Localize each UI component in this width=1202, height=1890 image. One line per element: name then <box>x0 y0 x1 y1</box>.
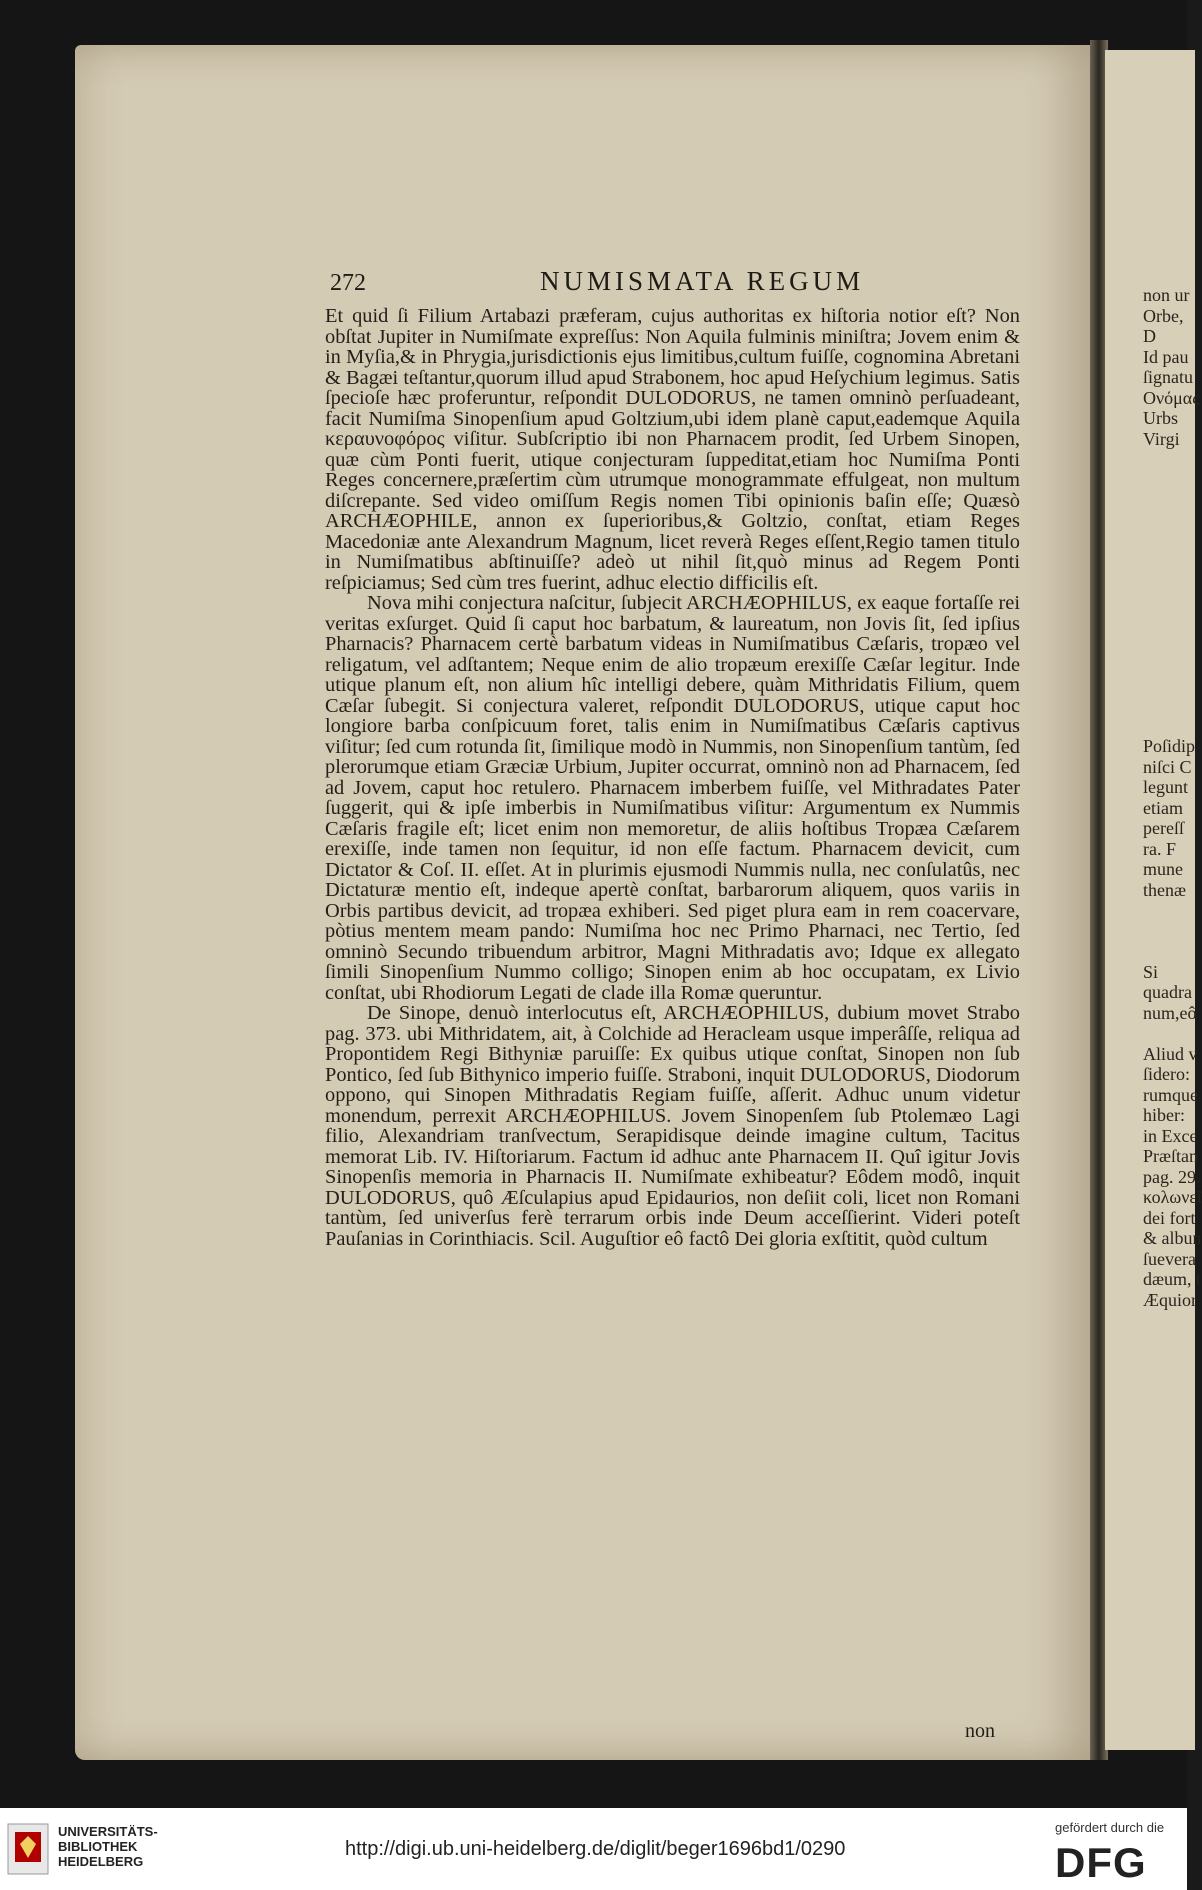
university-line-3: HEIDELBERG <box>58 1854 144 1869</box>
facing-page-text <box>1143 285 1202 1310</box>
facing-page-line: Æquior <box>1143 1289 1197 1310</box>
university-line-1: UNIVERSITÄTS- <box>58 1824 158 1839</box>
facing-page-line: Ονόμας <box>1143 387 1200 408</box>
facing-page-line: pereſſ <box>1143 818 1184 838</box>
catchword: non <box>965 1720 995 1742</box>
facing-page-line: pag. 29. <box>1143 1166 1201 1187</box>
university-seal-icon <box>6 1822 50 1876</box>
facing-page-line <box>1143 511 1187 532</box>
paragraph: De Sinope, denuò interlocutus eſt, ARCHÆOPHILUS, dubium movet Strabo pag. 373. ubi Mithridatem, ait, à Colchide ad Heracleam usque imperâſſe, reliqua ad Propontidem Regi Bithyniæ paruiſſe: Ex quibus utique conſtat, Sinopen non ſub Pontico, ſed ſub Bithynico imperio fuiſſe. Straboni, inquit DULODORUS, Diodorum oppono, qui Sinopen Mithradatis Regiam fuiſſe, aſſerit. Adhuc unum videtur monendum, perrexit ARCHÆOPHILUS. Jovem Sinopenſem ſub Ptolemæo Lagi filio, Alexandriam tranſvectum, Serapidisque deinde imagine cultum, Tacitus memorat Lib. IV. Hiſtoriarum. Factum id adhuc ante Pharnacem II. Quî igitur Jovis Sinopenſis memoria in Pharnacis II. Numiſmate exhibeatur? Eôdem modô, inquit DULODORUS, quô Æſculapius apud Epidaurios, non deſiit coli, licet non Romani tantùm, ſed univerſus ferè terrarum orbis inde Deum acceſſierint. Videri poteſt Pauſanias in Corinthiacis. Scil. Auguſtior eô factô Dei gloria exſtitit, quòd cultum <box>325 1002 1020 1250</box>
facing-page-line <box>1143 490 1187 511</box>
facing-page-line: etiam <box>1143 797 1183 818</box>
facing-page-line: ſignatu <box>1143 367 1193 387</box>
facing-page-line: rumque <box>1143 1084 1198 1105</box>
facing-page-line: ſuevera <box>1143 1248 1196 1269</box>
facing-page-line: non ur <box>1143 285 1190 305</box>
university-line-2: BIBLIOTHEK <box>58 1839 138 1854</box>
facing-page-line <box>1143 1023 1187 1044</box>
paragraph: Et quid ſi Filium Artabazi præferam, cujus authoritas ex hiſtoria notior eſt? Non obſtat Jupiter in Numiſmate expreſſus: Non Aquila fulminis miniſtra; Jovem enim & in Myſia,& in Phrygia,jurisdictionis ejus limitibus,cultum fuiſſe, cognomina Abretani & Bagæi teſtantur,quorum illud apud Strabonem, hoc apud Heſychium legimus. Satis ſpecioſe hæc proferuntur, reſpondit DULODORUS, ne tamen omninò perſuadeant, facit Numiſma Sinopenſium apud Goltzium,ubi idem planè caput,eademque Aquila κεραυνοφόρος viſitur. Subſcriptio ibi non Pharnacem prodit, ſed Urbem Sinopen, quæ cùm Ponti fuerit, utique conjecturam ſuppeditat,etiam hoc Numiſma Ponti Reges concernere,præſertim cùm utrumque monogrammate effulgeat, non multum diſcrepante. Sed video omiſſum Regis nomen Tibi opinionis baſin eſſe; Quæsò ARCHÆOPHILE, annon ex ſuperioribus,& Goltzio, conſtat, etiam Reges Macedoniæ ante Alexandrum Magnum, licet reverà Reges eſſent,Regio tamen titulo in Numiſmatibus abſtinuiſſe? adeò ut nihil ſit,quò minus ad Regem Ponti reſpiciamus; Sed cùm tres fuerint, adhuc electio difficilis eſt. <box>325 305 1020 594</box>
viewer-footer <box>0 1808 1187 1890</box>
facing-page-line <box>1143 593 1187 614</box>
facing-page-line <box>1143 654 1187 675</box>
facing-page-line <box>1143 716 1187 737</box>
dfg-logo: DFG <box>1055 1839 1147 1886</box>
facing-page-line: hiber: <box>1143 1105 1185 1125</box>
page-header <box>330 266 1020 304</box>
facing-page-line <box>1143 613 1187 634</box>
facing-page-line <box>1143 572 1187 593</box>
facing-page-line: dei fort <box>1143 1207 1196 1228</box>
facing-page-line: Aliud v <box>1143 1043 1198 1064</box>
university-name <box>58 1824 158 1869</box>
facing-page-line <box>1143 449 1187 470</box>
facing-page-line: ſidero: <box>1143 1064 1190 1084</box>
page-number: 272 <box>330 270 366 296</box>
facing-page-line: Urbs <box>1143 408 1178 428</box>
facing-page-line: Si <box>1143 961 1159 982</box>
facing-page-line: Poſidip <box>1143 736 1196 756</box>
facing-page-line: num,eô <box>1143 1002 1197 1023</box>
facing-page-line: thenæ <box>1143 879 1186 900</box>
facing-page-line: Præſtan <box>1143 1146 1199 1166</box>
facing-page-line: ra. F <box>1143 838 1176 859</box>
facing-page-line: in Exce <box>1143 1125 1198 1146</box>
facing-page-line: Virgi <box>1143 428 1180 449</box>
facing-page-line: Orbe, <box>1143 305 1184 326</box>
facing-page-line: niſci C <box>1143 756 1192 777</box>
facing-page-line <box>1143 921 1187 942</box>
facing-page-line <box>1143 695 1187 716</box>
facing-page-line: D <box>1143 326 1156 346</box>
facing-page-line: legunt <box>1143 777 1188 797</box>
facing-page-line <box>1143 675 1187 696</box>
body-text <box>325 306 1020 1249</box>
permalink[interactable]: http://digi.ub.uni-heidelberg.de/diglit/beger1696bd1/0290 <box>345 1838 846 1860</box>
facing-page-line: & albun <box>1143 1228 1202 1248</box>
facing-page-line: quadra <box>1143 982 1192 1002</box>
facing-page-line <box>1143 634 1187 655</box>
funding-note: gefördert durch die <box>1055 1820 1165 1835</box>
facing-page-line: mune <box>1143 859 1183 879</box>
facing-page-line <box>1143 470 1187 491</box>
facing-page-line <box>1143 531 1187 552</box>
running-title: NUMISMATA REGUM <box>540 266 865 296</box>
paragraph: Nova mihi conjectura naſcitur, ſubjecit ARCHÆOPHILUS, ex eaque fortaſſe rei veritas exſurget. Quid ſi caput hoc barbatum, & laureatum, non Jovis ſit, ſed ipſius Pharnacis? Pharnacem certè barbatum videas in Numiſmatibus Cæſaris, tropæo vel religatum, vel adſtantem; Neque enim de alio tropæum erexiſſe Cæſar legitur. Inde utique planum eſt, non alium hîc intelligi debere, quàm Mithridatis Filium, quem Cæſar ſubegit. Si conjectura valeret, reſpondit DULODORUS, utique caput hoc longiore barba conſpicuum foret, talis enim in Numiſmatibus Cæſaris captivus viſitur; ſed cum rotunda ſit, ſimilique modò in Nummis, non Sinopenſium tantùm, ſed plerorumque etiam Græciæ Urbium, Jupiter occurrat, omninò non ad Pharnacem, ſed ad Jovem, caput hoc retulero. Pharnacem imberbem fuiſſe, vel Mithradates Pater ſuggerit, qui & ipſe imberbis in Numiſmatibus viſitur: Argumentum ex Nummis Cæſaris fragile eſt; licet enim non memoretur, de aliis hoſtibus Tropæa Cæſarem erexiſſe, inde tamen non ſequitur, id non eſſe factum. Pharnacem devicit, cum Dictator & Coſ. II. eſſet. At in plurimis ejusmodi Nummis nulla, nec conſulatûs, nec Dictaturæ mentio eſt, indeque apertè conſtat, barbarorum aliquem, quos variis in Orbis partibus devicit, ad tropæa exhiberi. Sed piget plura eam in rem coacervare, pòtius mentem meam pando: Numiſma hoc nec Primo Pharnaci, nec Tertio, ſed omninò Secundo tribuendum arbitror, Magni Mithradatis avo; Idque ex allegato ſimili Sinopenſium Nummo colligo; Sinopen enim ab hoc occupatam, ex Livio conſtat, ubi Rhodiorum Legati de clade illa Romæ queruntur. <box>325 592 1020 1004</box>
facing-page-line <box>1143 900 1187 921</box>
facing-page-line <box>1143 941 1187 962</box>
facing-page-line: Id pau <box>1143 346 1189 367</box>
facing-page-line: dæum, t <box>1143 1269 1202 1289</box>
facing-page-line <box>1143 552 1187 573</box>
facing-page-line: κολωνεῖ <box>1143 1187 1202 1207</box>
